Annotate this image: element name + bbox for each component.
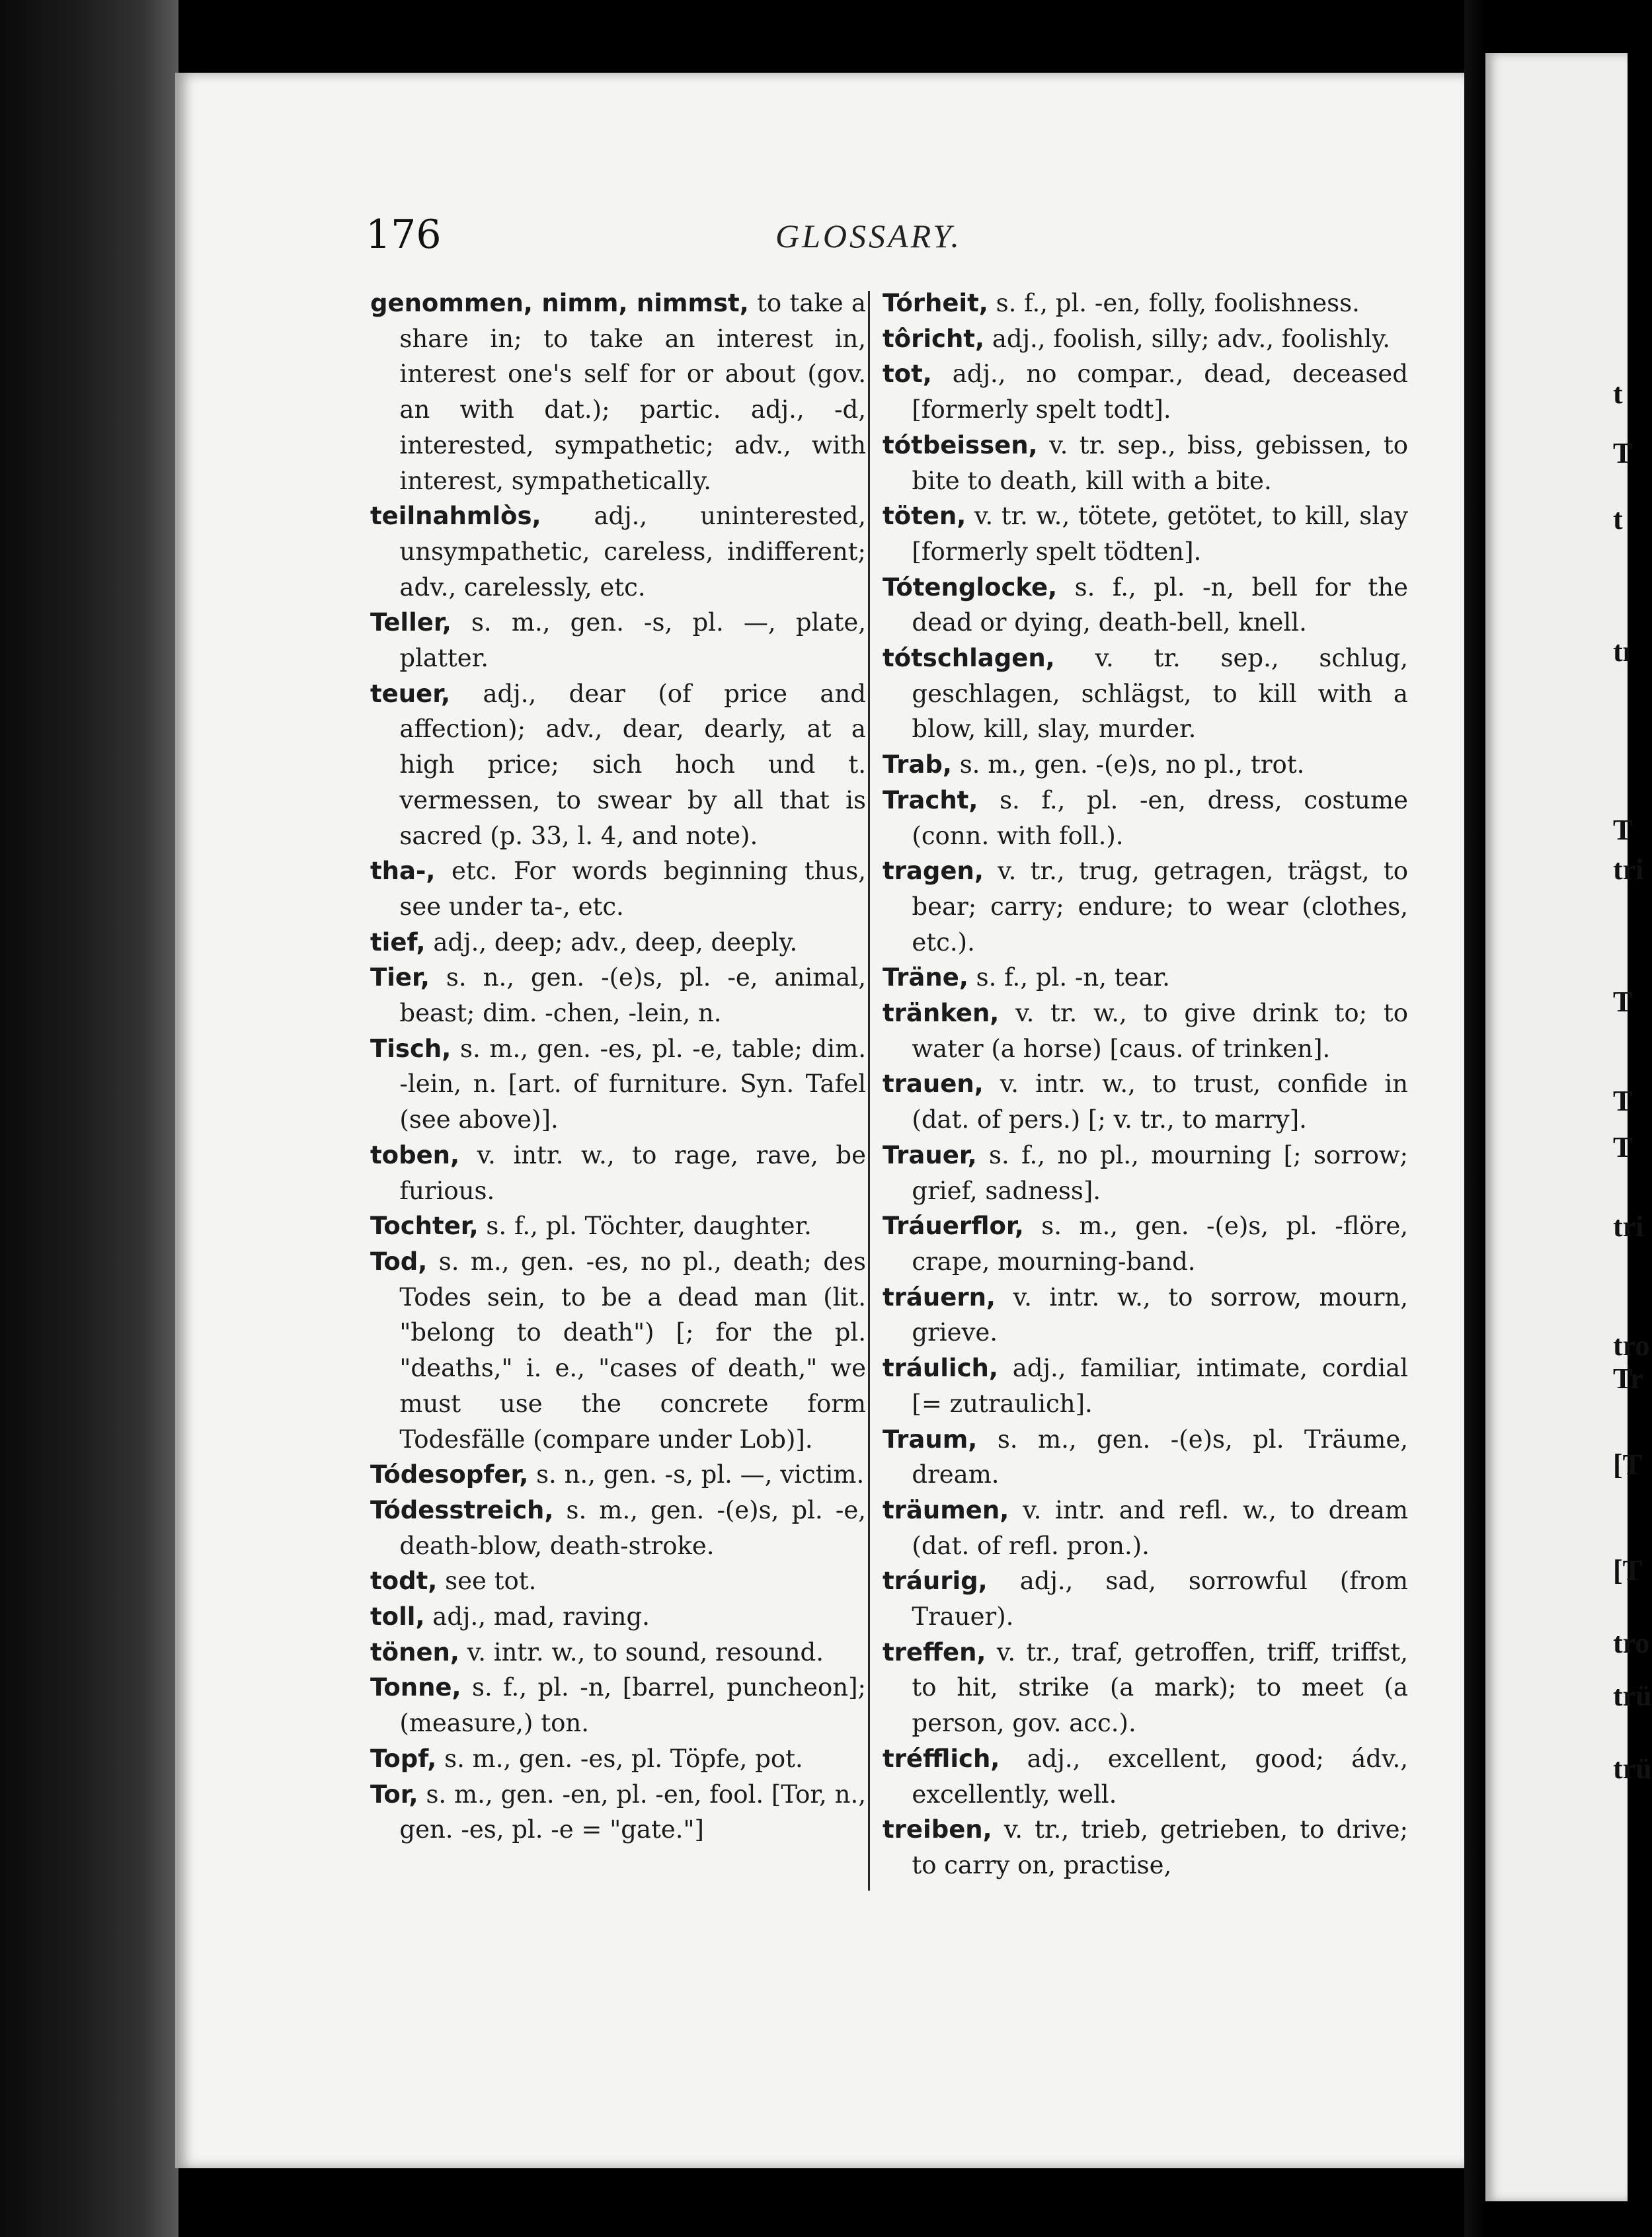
glossary-entry [883,321,1408,357]
glossary-entry [370,1457,866,1493]
glossary-entry [883,1208,1408,1279]
entry-headword: tráuern, [883,1282,996,1312]
glossary-entry [370,286,866,498]
glossary-entry [370,676,866,854]
glossary-entry [370,498,866,605]
glossary-entry [883,1422,1408,1493]
entry-headword: teuer, [370,679,451,708]
entry-headword: Teller, [370,608,452,637]
entry-definition: s. m., gen. -es, no pl., death; des Todes sein, to be a dead man (lit. "belong to death") [; for the pl. "deaths," i. e., "cases of death," we must use the concrete form Todesfälle (compare under Lob)]. [399,1247,866,1454]
entry-definition: v. tr. sep., schlug, geschlagen, schlägst, to kill with a blow, kill, slay, murder. [912,644,1408,744]
glossary-entry [370,925,866,961]
glossary-column-right [883,286,1408,1883]
entry-definition: adj., uninterested, unsympathetic, careless, indifferent; adv., carelessly, etc. [399,502,866,602]
glossary-entry [883,286,1408,321]
glossary-entry [883,853,1408,960]
entry-definition: s. m., gen. -s, pl. —, plate, platter. [399,608,866,673]
entry-definition: adj., familiar, intimate, cordial [= zutraulich]. [912,1354,1408,1418]
glossary-entry [370,1244,866,1457]
glossary-entry [883,1635,1408,1741]
glossary-entry [370,1777,866,1848]
entry-headword: tótschlagen, [883,644,1055,673]
entry-definition: v. tr., trieb, getrieben, to drive; to carry on, practise, [912,1815,1408,1879]
book-gutter [1464,0,1485,2237]
glossary-entry [370,960,866,1031]
adjacent-page-fragment: tro [1613,1329,1650,1362]
adjacent-page-fragment: tro [1613,1627,1650,1659]
entry-definition: s. f., no pl., mourning [; sorrow; grief, sadness]. [912,1140,1408,1205]
glossary-entry [883,1066,1408,1137]
scan-book-edge [0,0,178,2237]
entry-headword: Trab, [883,750,952,779]
entry-definition: v. intr. w., to sound, resound. [459,1637,824,1667]
entry-definition: adj., deep; adv., deep, deeply. [425,927,798,957]
glossary-entry [883,1741,1408,1812]
entry-definition: v. intr. w., to trust, confide in (dat. of pers.) [; v. tr., to marry]. [912,1070,1408,1134]
entry-headword: tha-, [370,857,436,886]
glossary-entry [883,1493,1408,1563]
entry-headword: tréfflich, [883,1744,1000,1773]
glossary-entry [883,747,1408,783]
glossary-entry [370,1635,866,1670]
entry-headword: tôricht, [883,324,985,353]
glossary-entry [883,960,1408,996]
glossary-entry [370,1599,866,1635]
glossary-entry [883,641,1408,747]
entry-headword: Topf, [370,1744,437,1773]
entry-headword: Tisch, [370,1034,452,1063]
glossary-entry [370,1670,866,1741]
adjacent-page-fragment: trü [1613,1752,1652,1785]
entry-headword: Träne, [883,963,968,992]
adjacent-page-fragment: tı [1613,635,1631,668]
entry-definition: adj., excellent, good; ádv., excellently, well. [912,1744,1408,1809]
entry-definition: v. intr. and refl. w., to dream (dat. of refl. pron.). [912,1495,1408,1560]
entry-headword: Tier, [370,963,430,992]
entry-definition: adj., no compar., dead, deceased [formerly spelt todt]. [912,360,1408,424]
entry-headword: toben, [370,1140,460,1169]
glossary-entry [370,1493,866,1563]
column-divider [868,291,870,1891]
adjacent-page-fragment: trü [1613,1680,1652,1712]
glossary-entry [370,1031,866,1138]
glossary-entry [370,1138,866,1208]
entry-definition: s. m., gen. -(e)s, pl. -flöre, crape, mourning-band. [912,1212,1408,1276]
entry-headword: trauen, [883,1070,984,1099]
running-head [366,212,1417,258]
entry-headword: träumen, [883,1495,1009,1524]
entry-headword: Tonne, [370,1673,461,1702]
glossary-entry [370,853,866,924]
entry-definition: v. intr. w., to rage, rave, be furious. [399,1140,866,1205]
entry-definition: s. f., pl. -n, bell for the dead or dying, death-bell, knell. [912,572,1408,637]
glossary-entry [883,570,1408,641]
entry-headword: Tráuerflor, [883,1212,1024,1241]
entry-definition: s. n., gen. -s, pl. —, victim. [528,1460,865,1489]
entry-definition: see tot. [437,1567,537,1596]
glossary-entry [883,1138,1408,1208]
adjacent-page-fragment: T [1613,1085,1633,1117]
entry-definition: v. tr. w., tötete, getötet, to kill, slay [formerly spelt tödten]. [912,502,1408,566]
entry-definition: adj., sad, sorrowful (from Trauer). [912,1567,1408,1631]
entry-headword: Tótenglocke, [883,572,1058,602]
entry-headword: genommen, nimm, nimmst, [370,289,749,317]
entry-definition: s. m., gen. -(e)s, pl. Träume, dream. [912,1425,1408,1489]
glossary-entry [883,1351,1408,1421]
adjacent-page-fragment: T [1613,986,1633,1018]
entry-headword: tótbeissen, [883,430,1038,459]
entry-definition: s. f., pl. Töchter, daughter. [478,1212,812,1241]
page-number: 176 [366,212,442,258]
adjacent-page-fragment: T [1613,437,1633,469]
entry-definition: adj., foolish, silly; adv., foolishly. [984,324,1391,353]
entry-definition: s. m., gen. -(e)s, no pl., trot. [951,750,1305,779]
entry-headword: Tórheit, [883,289,988,317]
entry-headword: Traum, [883,1425,978,1454]
entry-headword: treffen, [883,1637,986,1667]
adjacent-page-fragment: T [1613,814,1633,846]
entry-definition: s. m., gen. -es, pl. Töpfe, pot. [436,1744,803,1773]
entry-headword: tráurig, [883,1567,988,1596]
glossary-entry [883,1812,1408,1883]
entry-definition: v. tr. w., to give drink to; to water (a horse) [caus. of trinken]. [912,999,1408,1063]
entry-headword: treiben, [883,1815,992,1844]
header-title: GLOSSARY. [775,217,962,255]
entry-definition: s. f., pl. -n, tear. [968,963,1170,992]
entry-definition: v. tr., traf, getroffen, triff, triffst, to hit, strike (a mark); to meet (a person, gov. acc.). [912,1637,1408,1738]
entry-definition: adj., mad, raving. [424,1602,650,1631]
entry-headword: Tochter, [370,1212,479,1241]
adjacent-page-fragment: [T [1613,1448,1642,1481]
entry-definition: s. m., gen. -en, pl. -en, fool. [Tor, n., gen. -es, pl. -e = "gate."] [399,1780,866,1844]
adjacent-page-fragment: Tr [1613,1362,1643,1395]
entry-headword: tráulich, [883,1354,998,1383]
entry-headword: tief, [370,927,426,957]
entry-headword: Tor, [370,1780,418,1809]
glossary-entry [370,1741,866,1777]
entry-definition: to take a share in; to take an interest in, interest one's self for or about (gov. an with dat.); partic. adj., -d, interested, sympathetic; adv., with interest, sympathetically. [399,289,866,495]
glossary-entry [883,356,1408,427]
glossary-entry [370,1208,866,1244]
glossary-entry [370,605,866,676]
entry-headword: todt, [370,1567,438,1596]
adjacent-page-fragment: T [1613,1131,1633,1163]
entry-headword: Tracht, [883,785,978,814]
adjacent-page [1485,53,1628,2201]
glossary-column-left [370,286,866,1848]
entry-definition: s. f., pl. -n, [barrel, puncheon]; (measure,) ton. [399,1673,866,1738]
entry-definition: s. m., gen. -es, pl. -e, table; dim. -lein, n. [art. of furniture. Syn. Tafel (see above)]. [399,1034,866,1134]
glossary-entry [883,996,1408,1066]
entry-definition: adj., dear (of price and affection); adv., dear, dearly, at a high price; sich hoch und t. vermessen, to swear by all that is sacred (p. 33, l. 4, and note). [399,679,866,850]
entry-definition: v. tr. sep., biss, gebissen, to bite to death, kill with a bite. [912,430,1408,495]
entry-definition: v. tr., trug, getragen, trägst, to bear; carry; endure; to wear (clothes, etc.). [912,857,1408,957]
entry-headword: Tod, [370,1247,428,1276]
adjacent-page-fragment: [T [1613,1554,1642,1587]
glossary-entry [883,783,1408,853]
entry-headword: tönen, [370,1637,459,1667]
glossary-entry [883,498,1408,569]
entry-definition: s. n., gen. -(e)s, pl. -e, animal, beast; dim. -chen, -lein, n. [399,963,866,1028]
entry-definition: v. intr. w., to sorrow, mourn, grieve. [912,1282,1408,1347]
entry-headword: tragen, [883,857,984,886]
entry-headword: töten, [883,502,966,531]
glossary-entry [883,1280,1408,1351]
entry-headword: Tódesstreich, [370,1495,554,1524]
adjacent-page-fragment: tri [1613,853,1644,886]
entry-headword: Trauer, [883,1140,977,1169]
entry-definition: s. f., pl. -en, dress, costume (conn. with foll.). [912,785,1408,850]
entry-definition: etc. For words beginning thus, see under ta-, etc. [399,857,866,921]
entry-definition: s. m., gen. -(e)s, pl. -e, death-blow, death-stroke. [399,1495,866,1560]
glossary-entry [370,1563,866,1599]
entry-headword: tot, [883,360,932,389]
adjacent-page-fragment: t [1613,377,1623,410]
entry-headword: teilnahmlòs, [370,502,541,531]
adjacent-page-fragment: t [1613,503,1623,535]
entry-headword: toll, [370,1602,425,1631]
entry-headword: tränken, [883,999,1000,1028]
glossary-entry [883,1563,1408,1634]
glossary-entry [883,428,1408,498]
adjacent-page-fragment: tri [1613,1210,1644,1243]
entry-headword: Tódesopfer, [370,1460,529,1489]
entry-definition: s. f., pl. -en, folly, foolishness. [988,289,1360,317]
